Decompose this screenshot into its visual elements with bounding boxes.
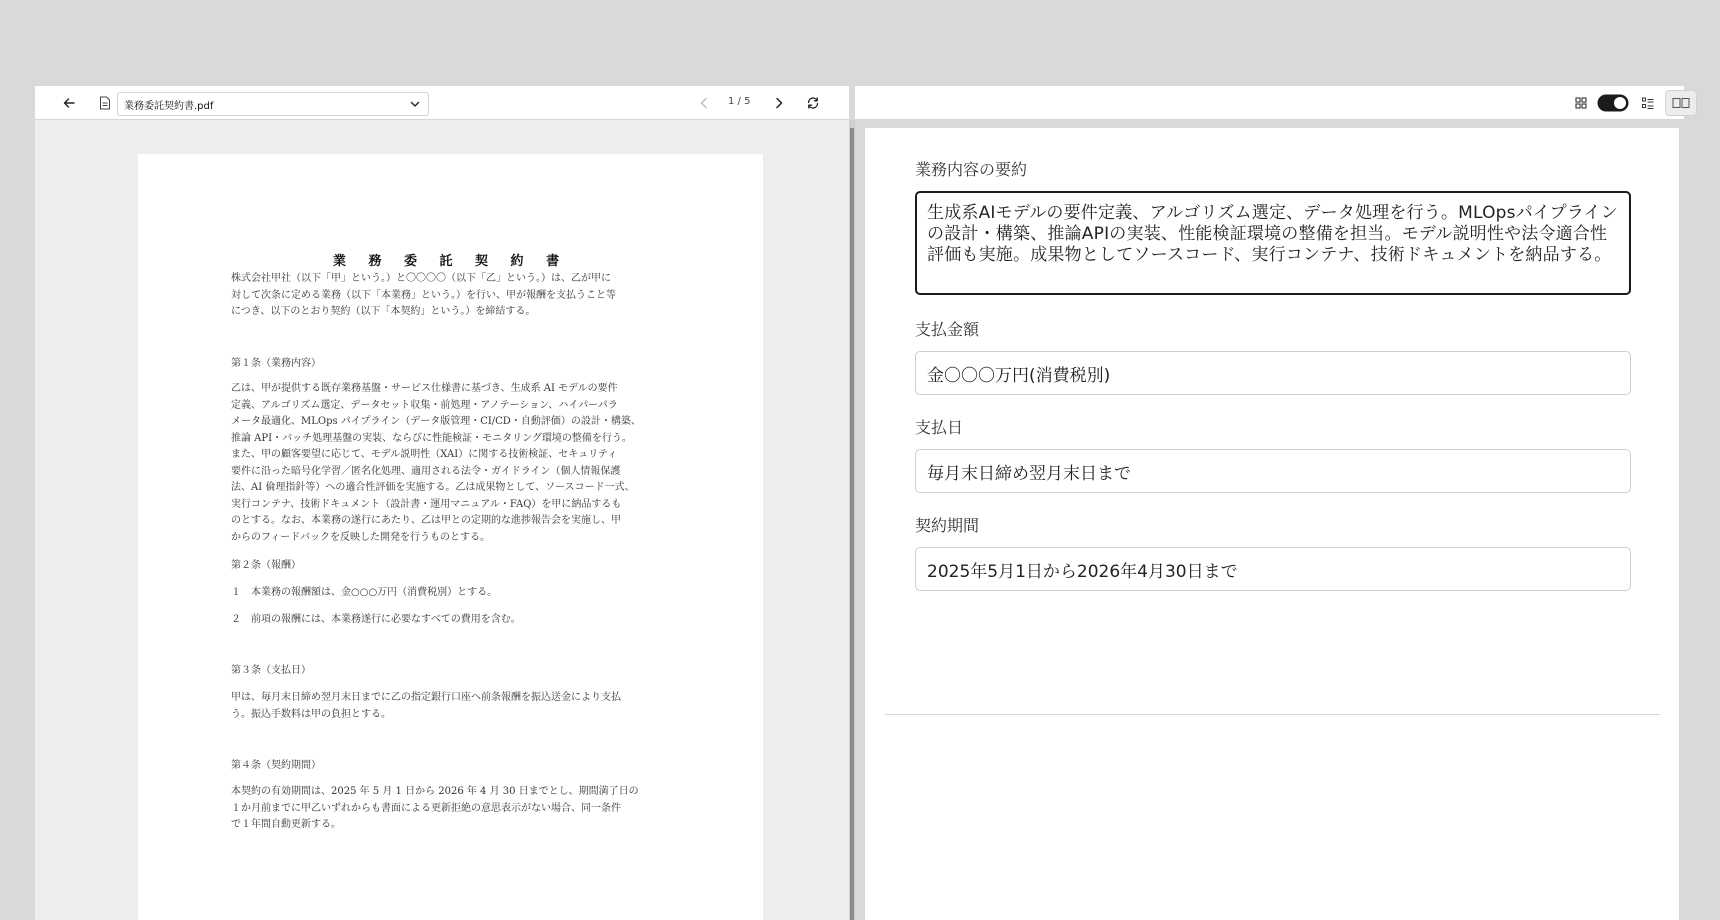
view-toggle[interactable]	[1595, 91, 1631, 115]
file-icon-wrap	[93, 91, 117, 115]
pdf-page	[138, 154, 763, 920]
grid-view-icon	[1574, 96, 1588, 110]
refresh-button[interactable]	[801, 91, 825, 115]
article2-item1: １ 本業務の報酬額は、金○○○万円（消費税別）とする。	[231, 587, 498, 598]
form-toolbar	[855, 86, 1684, 120]
article3-heading: 第３条（支払日）	[231, 665, 311, 676]
article3-body: 甲は、毎月末日締め翌月末日までに乙の指定銀行口座へ前条報酬を振込送金により支払 う。振込手数料は甲の負担とする。	[231, 692, 621, 720]
article4-body: 本契約の有効期間は、2025 年 5 月 1 日から 2026 年 4 月 30 日までとし、期間満了日の １か月前までに甲乙いずれからも書面による更新拒絶の意思表示がない場合、同一条件 で１年間自動更新する。	[231, 786, 639, 830]
next-page-button[interactable]	[767, 91, 791, 115]
split-view-icon	[1672, 97, 1690, 109]
file-name: 業務委託契約書.pdf	[124, 100, 214, 112]
list-view-button[interactable]	[1636, 91, 1660, 115]
chevron-right-icon	[772, 96, 786, 110]
summary-textarea[interactable]: 生成系AIモデルの要件定義、アルゴリズム選定、データ処理を行う。MLOpsパイプラインの設計・構築、推論APIの実装、性能検証環境の整備を担当。モデル説明性や法令適合性評価も実施。成果物としてソースコード、実行コンテナ、技術ドキュメントを納品する。	[915, 191, 1631, 295]
amount-label: 支払金額	[915, 320, 980, 339]
document-title: 業 務 委 託 契 約 書	[332, 254, 569, 269]
payday-input[interactable]: 毎月末日締め翌月末日まで	[915, 449, 1631, 493]
amount-input[interactable]: 金〇〇〇万円(消費税別)	[915, 351, 1631, 395]
list-view-icon	[1641, 96, 1655, 110]
arrow-left-icon	[62, 96, 76, 110]
divider-grip[interactable]	[850, 128, 854, 920]
chevron-left-icon	[697, 96, 711, 110]
panel-divider	[885, 714, 1660, 715]
app-window	[35, 86, 1684, 920]
viewer-toolbar	[35, 86, 849, 120]
article4-heading: 第４条（契約期間）	[231, 760, 321, 771]
article2-item2: ２ 前項の報酬には、本業務遂行に必要なすべての費用を含む。	[231, 614, 521, 625]
period-input[interactable]: 2025年5月1日から2026年4月30日まで	[915, 547, 1631, 591]
prev-page-button[interactable]	[692, 91, 716, 115]
payday-label: 支払日	[915, 418, 964, 437]
article1-body: 乙は、甲が提供する既存業務基盤・サービス仕様書に基づき、生成系 AI モデルの要件 定義、アルゴリズム選定、データセット収集・前処理・アノテーション、ハイパーパラ メータ最適化、MLOps パイプライン（データ版管理・CI/CD・自動評価）の設計・構築、 推論 API・バッチ処理基盤の実装、ならびに性能検証・モニタリング環境の整備を行う。 また、甲の顧客要望に応じて、モデル説明性（XAI）に関する技術検証、セキュリティ 要件に沿った暗号化学習／匿名化処理、適用される法令・ガイドライン（個人情報保護 法、AI 倫理指針等）への適合性評価を実施する。乙は成果物として、ソースコード一式、 実行コンテナ、技術ドキュメント（設計書・運用マニュアル・FAQ）を甲に納品するも のとする。なお、本業務の遂行にあたり、乙は甲との定期的な進捗報告会を実施し、甲 からのフィードバックを反映した開発を行うものとする。	[231, 383, 641, 543]
back-button[interactable]	[57, 91, 81, 115]
extracted-fields-panel	[865, 128, 1679, 920]
document-icon	[99, 96, 111, 110]
grid-view-button[interactable]	[1569, 91, 1593, 115]
article1-heading: 第１条（業務内容）	[231, 358, 321, 369]
summary-label: 業務内容の要約	[915, 160, 1028, 179]
split-divider[interactable]	[849, 120, 855, 920]
toggle-switch-icon	[1597, 94, 1629, 112]
page-indicator: 1 / 5	[728, 96, 751, 107]
period-label: 契約期間	[915, 516, 980, 535]
refresh-icon	[806, 96, 820, 110]
pdf-viewer[interactable]	[35, 120, 849, 920]
article2-heading: 第２条（報酬）	[231, 560, 301, 571]
chevron-down-icon	[408, 97, 422, 111]
document-intro: 株式会社甲社（以下「甲」という。）と〇〇〇〇（以下「乙」という。）は、乙が甲に 対して次条に定める業務（以下「本業務」という。）を行い、甲が報酬を支払うこと等 につき、以下のとおり契約（以下「本契約」という。）を締結する。	[231, 273, 616, 317]
split-view-button[interactable]	[1665, 90, 1697, 116]
file-select[interactable]	[117, 92, 429, 116]
